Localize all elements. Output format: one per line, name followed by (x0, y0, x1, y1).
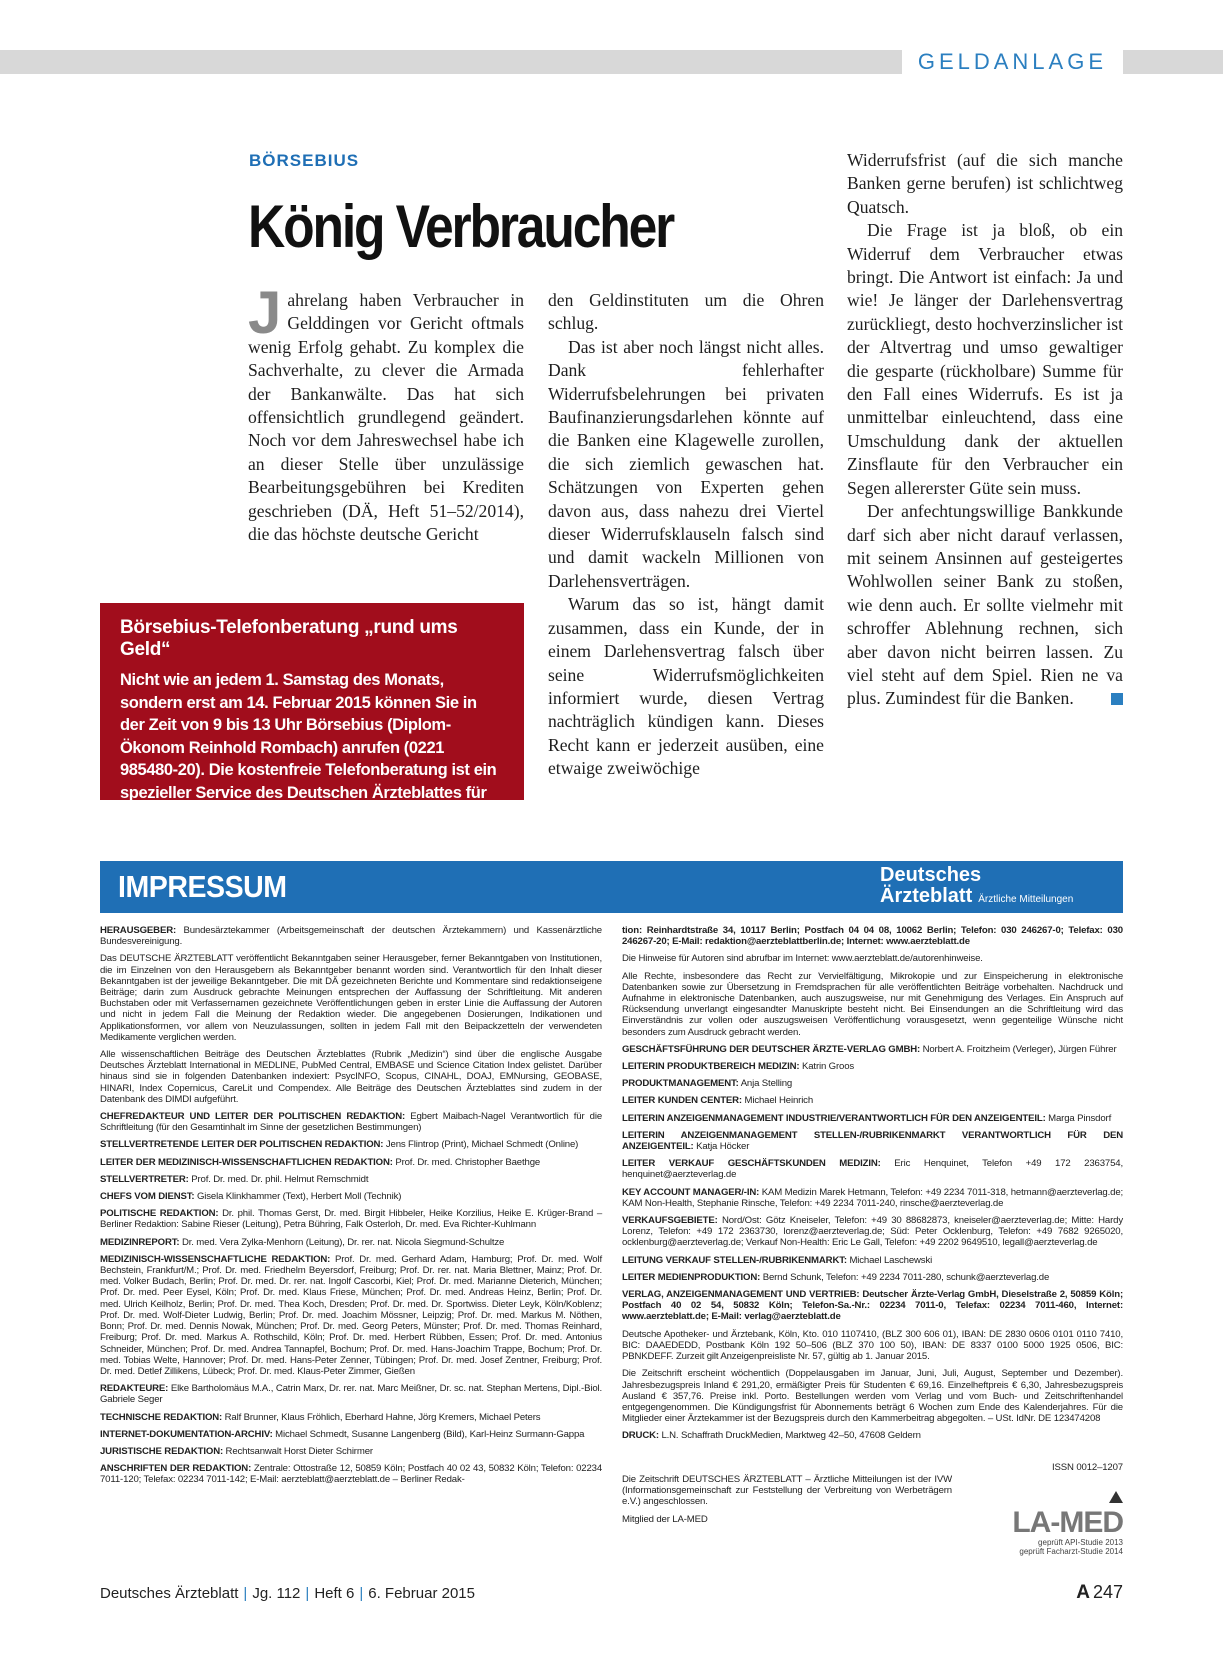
impressum-entry (100, 1383, 602, 1405)
impressum-text: Michael Laschewski (849, 1254, 933, 1266)
impressum-text: Marga Pinsdorf (1048, 1112, 1112, 1124)
impressum-label: HERAUSGEBER: (100, 925, 177, 936)
impressum-entry (100, 1157, 602, 1168)
drop-cap: J (248, 279, 282, 346)
impressum-entry (100, 925, 602, 947)
logo-subtitle: Ärztliche Mitteilungen (978, 894, 1074, 905)
footer-magazine: Deutsches Ärzteblatt (100, 1585, 239, 1602)
impressum-title: IMPRESSUM (118, 869, 287, 904)
impressum-right-column (622, 925, 1123, 1448)
impressum-label: STELLVERTRETER: (100, 1173, 189, 1185)
article-text: Das ist aber noch längst nicht alles. Dank fehlerhafter Widerrufsbelehrungen bei privaten Baufinanzierungsdarlehen könnte auf die Banken eine Klagewelle zurollen, die sich ziemlich gewaschen hat. Schätzungen von Experten gehen davon aus, dass nahezu drei Viertel dieser Widerrufsklauseln falsch sind und damit wackeln Millionen von Darlehensverträgen. (548, 336, 824, 591)
impressum-text: Eric Henquinet, Telefon +49 172 2363754, henquinet@aerzteverlag.de (622, 1158, 1123, 1181)
page-number-value: 247 (1092, 1582, 1123, 1602)
impressum-text: Katja Höcker (696, 1141, 750, 1153)
impressum-text: Das DEUTSCHE ÄRZTEBLATT veröffentlicht Bekanntgaben seiner Herausgeber, ferner Bekanntgaben von Institutionen, die im Einzelnen von den Herausgebern als Bekanntgeber benannt worden sind. Verantwortlich für den Inhalt dieser Bekanntgaben ist der jeweilige Bekanntgeber. Die mit DÄ gezeichneten Berichte und Kommentare sind redaktionseigene Beiträge; darin zum Ausdruck gebrachte Meinungen entsprechen der Auffassung der Schriftleitung. Mit anderen Buchstaben oder mit Verfassernamen gezeichnete Veröffentlichungen geben in erster Linie die Auffassung der Autoren und nicht in jedem Fall die Meinung der Redaktion wieder. Die angegebenen Dosierungen, Indikationen und Applikationsformen, vor allem von Neuzulassungen, sollten in jedem Fall mit den Beipackzetteln der verwendeten Medikamente verglichen werden. (100, 953, 602, 1043)
impressum-text: Bundesärztekammer (Arbeitsgemeinschaft der deutschen Ärztekammern) und Kassenärztliche Bundesvereinigung. (100, 925, 602, 948)
impressum-entry (622, 1215, 1123, 1249)
infobox-title: Börsebius-Telefonberatung „rund ums Geld“ (120, 617, 458, 660)
article-text: Widerrufsfrist (auf die sich manche Banken gerne berufen) ist schlichtweg Quatsch. (847, 150, 1123, 217)
impressum-text: Alle Rechte, insbesondere das Recht zur Vervielfältigung, Mikrokopie und zur Einspeicherung in elektronische Datenbanken sowie zur Übersetzung in Fremdsprachen für alle veröffentlichten Beiträge vorbehalten. Nachdruck und Aufnahme in elektronische Datenbanken, auch auszugsweise, nur mit Genehmigung des Verlages. Ein Anspruch auf Rücksendung unverlangt eingesandter Manuskripte besteht nicht. Bei Einsendungen an die Schriftleitung wird das Einverständnis zur vollen oder auszugsweisen Veröffentlichung vorausgesetzt, wenn gegenteilige Wünsche nicht besonders zum Ausdruck gebracht werden. (622, 970, 1123, 1038)
footer-volume: Jg. 112 (252, 1585, 301, 1602)
impressum-entry (100, 1254, 602, 1377)
impressum-text: Die Hinweise für Autoren sind abrufbar im Internet: www.aerzteblatt.de/autorenhinweise. (622, 953, 983, 965)
impressum-entry (622, 1158, 1123, 1180)
impressum-label: LEITUNG VERKAUF STELLEN-/RUBRIKENMARKT: (622, 1254, 847, 1266)
lamed-member: Mitglied der LA-MED (622, 1513, 708, 1525)
impressum-entry (622, 1255, 1123, 1266)
impressum-text: Prof. Dr. med. Gerhard Adam, Hamburg; Prof. Dr. med. Wolf Bechstein, Frankfurt/M.; Prof. Dr. med. Friedhelm Beyersdorf, Freiburg; Prof. Dr. rer. nat. Maria Blettner, Mainz; Prof. Dr. med. Volker Budach, Berlin; Prof. Dr. med. Dr. rer. nat. Ingolf Cascorbi, Kiel; Prof. Dr. med. Marianne Dieterich, München; Prof. Dr. med. Peer Eysel, Köln; Prof. Dr. med. Klaus Friese, München; Prof. Dr. med. Andreas Heinz, Berlin; Prof. Dr. med. Ulrich Keilholz, Berlin; Prof. Dr. med. Thea Koch, Dresden; Prof. Dr. med. Dr. Sportwiss. Dieter Leyk, Köln/Koblenz; Prof. Dr. med. Wolf-Dieter Ludwig, Berlin; Prof. Dr. med. Joachim Mössner, Leipzig; Prof. Dr. med. Markus M. Nöthen, Bonn; Prof. Dr. med. Dennis Nowak, München; Prof. Dr. med. Georg Peters, Münster; Prof. Dr. med. Thomas Reinhard, Freiburg; Prof. Dr. med. Markus A. Rothschild, Köln; Prof. Dr. med. Herbert Rübben, Essen; Prof. Dr. med. Antonius Schneider, München; Prof. Dr. med. Andrea Tannapfel, Bochum; Prof. Dr. med. Hans-Joachim Trappe, Bochum; Prof. Dr. med. Tobias Welte, Hannover; Prof. Dr. med. Hans-Peter Zenner, Tübingen; Prof. Dr. med. Josef Zentner, Freiburg; Prof. Dr. med. Detlef Zillikens, Lübeck; Prof. Dr. med. Klaus-Peter Zimmer, Gießen (100, 1253, 602, 1377)
impressum-text: Dr. med. Vera Zylka-Menhorn (Leitung), Dr. rer. nat. Nicola Siegmund-Schultze (181, 1236, 505, 1248)
impressum-label: STELLVERTRETENDE LEITER DER POLITISCHEN REDAKTION: (100, 1139, 384, 1151)
logo-line-2: Ärzteblatt (880, 885, 973, 907)
impressum-label: POLITISCHE REDAKTION: (100, 1208, 219, 1220)
impressum-label: KEY ACCOUNT MANAGER/-IN: (622, 1186, 760, 1198)
impressum-entry (622, 971, 1123, 1038)
impressum-label: VERLAG, ANZEIGENMANAGEMENT UND VERTRIEB: Deutscher Ärzte-Verlag GmbH, Dieselstraße 2, 50859 Köln; Postfach 40 02 54, 50832 Köln; Telefon-Sa.-Nr.: 02234 7011-0, Telefax: 02234 7011-460, Internet: www.aerzteblatt.de; E-Mail: verlag@aerzteblatt.de (622, 1289, 1123, 1323)
impressum-entry (622, 1187, 1123, 1209)
telefonberatung-infobox (100, 603, 524, 825)
impressum-text: Norbert A. Froitzheim (Verleger), Jürgen Führer (922, 1043, 1117, 1055)
impressum-text: Katrin Groos (802, 1061, 855, 1073)
impressum-entry (622, 1095, 1123, 1106)
impressum-entry (100, 1429, 602, 1440)
impressum-entry (100, 1237, 602, 1248)
impressum-entry (622, 1078, 1123, 1089)
logo-line-1: Deutsches (880, 864, 982, 886)
impressum-entry (622, 1130, 1123, 1152)
impressum-entry (100, 1208, 602, 1230)
impressum-label: MEDIZINREPORT: (100, 1236, 180, 1248)
impressum-label: CHEFREDAKTEUR UND LEITER DER POLITISCHEN REDAKTION: (100, 1111, 406, 1123)
section-label: GELDANLAGE (902, 48, 1123, 76)
lamed-note-2: geprüft Facharzt-Studie 2014 (1019, 1547, 1123, 1556)
lamed-note-1: geprüft API-Studie 2013 (1038, 1538, 1123, 1547)
impressum-entry (100, 953, 602, 1043)
article-column-2 (548, 289, 824, 781)
impressum-label: LEITERIN PRODUKTBEREICH MEDIZIN: (622, 1061, 800, 1073)
impressum-text: KAM Medizin Marek Hetmann, Telefon: +49 2234 7011-318, hetmann@aerzteverlag.de; KAM Non-Health, Stephanie Rinsche, Telefon: +49 2234 7011-240, rinsche@aerzteverlag.de (622, 1186, 1124, 1209)
impressum-label: JURISTISCHE REDAKTION: (100, 1445, 224, 1457)
footer-date: 6. Februar 2015 (368, 1585, 475, 1602)
aerzteblatt-logo (880, 865, 1073, 911)
impressum-text: Zentrale: Ottostraße 12, 50859 Köln; Postfach 40 02 43, 50832 Köln; Telefon: 02234 7011-120; Telefax: 02234 7011-142; E-Mail: aerzteblatt@aerzteblatt.de – Berliner Redak- (100, 1463, 603, 1486)
impressum-entry (100, 1139, 602, 1150)
impressum-label: INTERNET-DOKUMENTATION-ARCHIV: (100, 1428, 273, 1440)
impressum-text: Ralf Brunner, Klaus Fröhlich, Eberhard Hahne, Jörg Kremers, Michael Peters (224, 1411, 541, 1423)
impressum-text: Gisela Klinkhammer (Text), Herbert Moll (Technik) (196, 1191, 402, 1203)
impressum-text: Michael Heinrich (744, 1095, 814, 1107)
impressum-label: LEITER VERKAUF GESCHÄFTSKUNDEN MEDIZIN: (622, 1158, 881, 1170)
impressum-text: Bernd Schunk, Telefon: +49 2234 7011-280, schunk@aerzteverlag.de (762, 1271, 1050, 1283)
impressum-label: LEITER KUNDEN CENTER: (622, 1095, 742, 1107)
article-text: den Geldinstituten um die Ohren schlug. (548, 290, 824, 334)
end-mark-icon (1111, 693, 1123, 705)
impressum-entry (622, 1368, 1123, 1424)
impressum-label: LEITER MEDIENPRODUKTION: (622, 1271, 761, 1283)
impressum-entry (622, 953, 1123, 964)
impressum-left-column (100, 925, 602, 1492)
impressum-label: REDAKTEURE: (100, 1383, 169, 1395)
impressum-entry (622, 925, 1123, 947)
impressum-entry (622, 1289, 1123, 1323)
impressum-entry (622, 1113, 1123, 1124)
warning-triangle-icon (1109, 1491, 1123, 1503)
impressum-entry (622, 1272, 1123, 1283)
impressum-text: Rechtsanwalt Horst Dieter Schirmer (225, 1445, 373, 1457)
impressum-text: Die Zeitschrift erscheint wöchentlich (Doppelausgaben im Januar, Juni, Juli, August, September und Dezember). Jahresbezugspreis Inland € 291,20, ermäßigter Preis für Studenten € 69,16. Einzelheftpreis € 6,30, Jahresbezugspreis Ausland € 357,76. Preise inkl. Porto. Bestellungen werden vom Verlag und vom Buch- und Zeitschriftenhandel entgegengenommen. Die Kündigungsfrist für Abonnements beträgt 6 Wochen zum Ende des Kalenderjahres. Für die Mitglieder einer Ärztekammer ist der Bezugspreis durch den Kammerbeitrag abgegolten. – USt. IdNr. DE 123474208 (622, 1368, 1123, 1425)
article-title: König Verbraucher (248, 193, 674, 260)
impressum-text: Anja Stelling (740, 1078, 793, 1090)
impressum-label: LEITERIN ANZEIGENMANAGEMENT STELLEN-/RUBRIKENMARKT VERANTWORTLICH FÜR DEN ANZEIGENTEIL: (622, 1129, 1123, 1153)
impressum-label: ANSCHRIFTEN DER REDAKTION: (100, 1463, 252, 1475)
impressum-label: tion: Reinhardtstraße 34, 10117 Berlin; Postfach 04 04 08, 10062 Berlin; Telefon: 030 246267-0; Telefax: 030 246267-20; E-Mail: redaktion@aerzteblattberlin.de; Internet: www.aerzteblatt.de (622, 925, 1123, 948)
article-text: Warum das so ist, hängt damit zusammen, dass ein Kunde, der in einem Darlehensvertrag falsch über seine Widerrufsmöglichkeiten informiert wurde, diesen Vertrag nachträglich kündigen kann. Dieses Recht kann er jederzeit ausüben, eine etwaige zweiwöchige (548, 594, 824, 779)
issn: ISSN 0012–1207 (1052, 1462, 1123, 1473)
impressum-text: Elke Bartholomäus M.A., Catrin Marx, Dr. rer. nat. Marc Meißner, Dr. sc. nat. Stephan Mertens, Dipl.-Biol. Gabriele Seger (100, 1383, 603, 1406)
impressum-text: Nord/Ost: Götz Kneiseler, Telefon: +49 30 88682873, kneiseler@aerzteverlag.de; Mitte: Hardy Lorenz, Telefon: +49 172 2363730, lorenz@aerzteverlag.de; Süd: Peter Ocklenburg, Telefon: +49 7682 9265020, ocklenburg@aerzteverlag.de; Verkauf Non-Health: Eric Le Gall, Telefon: +49 2202 9649510, legall@aerzteverlag.de (622, 1215, 1123, 1249)
impressum-text: Dr. phil. Thomas Gerst, Dr. med. Birgit Hibbeler, Heike Korzilius, Heike E. Krüger-Brand – Berliner Redaktion: Sabine Rieser (Leitung), Petra Bühring, Falk Osterloh, Dr. med. Eva Richter-Kuhlmann (100, 1208, 603, 1231)
impressum-entry (100, 1111, 602, 1133)
impressum-entry (622, 1061, 1123, 1072)
ivw-block (622, 1474, 952, 1531)
impressum-text: Prof. Dr. med. Christopher Baethge (395, 1156, 541, 1168)
impressum-entry (100, 1463, 602, 1485)
impressum-entry (100, 1049, 602, 1105)
article-text: Die Frage ist ja bloß, ob ein Widerruf dem Verbraucher etwas bringt. Die Antwort ist einfach: Ja und wie! Je länger der Darlehensvertrag zurückliegt, desto hochverzinslicher ist der Altvertrag und umso gewaltiger die gesparte (rückholbare) Summe für den Fall eines Widerrufs. Es ist ja unmittelbar einleuchtend, dass eine Umschuldung dank der aktuellen Zinsflaute für den Verbraucher ein Segen allererster Güte sein muss. (847, 220, 1123, 498)
impressum-entry (622, 1329, 1123, 1363)
impressum-entry (100, 1412, 602, 1423)
page-number (1076, 1582, 1123, 1604)
impressum-entry (100, 1174, 602, 1185)
impressum-label: LEITERIN ANZEIGENMANAGEMENT INDUSTRIE/VERANTWORTLICH FÜR DEN ANZEIGENTEIL: (622, 1112, 1046, 1124)
impressum-text: Alle wissenschaftlichen Beiträge des Deutschen Ärzteblattes (Rubrik „Medizin“) sind über die englische Ausgabe Deutsches Ärzteblatt International in MEDLINE, PubMed Central, EMBASE und Science Citation Index gelistet. Darüber hinaus sind sie in folgenden Datenbanken indexiert: PsycINFO, Scopus, CINAHL, DOAJ, EMNursing, GEOBASE, HINARI, Index Copernicus, CareLit und Compendex. Alle Beiträge des Deutschen Ärzteblattes sind zudem in der Datenbank des DIMDI aufgeführt. (100, 1049, 602, 1105)
impressum-text: Michael Schmedt, Susanne Langenberg (Bild), Karl-Heinz Surmann-Gappa (275, 1428, 585, 1440)
article-kicker: BÖRSEBIUS (249, 151, 360, 170)
article-text: Der anfechtungswillige Bankkunde darf sich aber nicht darauf verlassen, mit seinem Ansinnen auf gesteigertes Wohlwollen seiner Bank zu stoßen, wie denn auch. Er sollte vielmehr mit schroffer Ablehnung rechnen, sich aber davon nicht beirren lassen. Zu viel steht auf dem Spiel. Rien ne va plus. Zumindest für die Banken. (847, 501, 1123, 709)
article-text: ahrelang haben Verbraucher in Gelddingen vor Gericht oftmals wenig Erfolg gehabt. Zu komplex die Sachverhalte, zu clever die Armada der Bankanwälte. Das hat sich offensichtlich grundlegend geändert. Noch vor dem Jahreswechsel habe ich an dieser Stelle über unzulässige Bearbeitungsgebühren bei Krediten geschrieben (DÄ, Heft 51–52/2014), die das höchste deutsche Gericht (248, 290, 524, 545)
impressum-entry (622, 1430, 1123, 1441)
impressum-text: L.N. Schaffrath DruckMedien, Marktweg 42–50, 47608 Geldern (661, 1430, 921, 1442)
impressum-label: TECHNISCHE REDAKTION: (100, 1411, 223, 1423)
ivw-text: Die Zeitschrift DEUTSCHES ÄRZTEBLATT – Ärztliche Mitteilungen ist der IVW (Informationsgemeinschaft zur Feststellung der Verbreitung von Werbeträgern e.V.) angeschlossen. (622, 1474, 952, 1508)
impressum-label: PRODUKTMANAGEMENT: (622, 1078, 739, 1090)
lamed-logo (1007, 1490, 1123, 1556)
page-prefix: A (1076, 1582, 1090, 1603)
impressum-label: DRUCK: (622, 1430, 659, 1442)
page-footer: Deutsches Ärzteblatt | Jg. 112 | Heft 6 | 6. Februar 2015 (100, 1585, 475, 1602)
impressum-entry (622, 1044, 1123, 1055)
impressum-text: Prof. Dr. med. Dr. phil. Helmut Remschmidt (191, 1173, 369, 1185)
impressum-label: LEITER DER MEDIZINISCH-WISSENSCHAFTLICHEN REDAKTION: (100, 1156, 393, 1168)
impressum-entry (100, 1446, 602, 1457)
article-column-1 (248, 279, 524, 546)
article-column-3 (847, 149, 1123, 711)
impressum-label: CHEFS VOM DIENST: (100, 1191, 195, 1203)
lamed-mark: LA-MED (1012, 1506, 1123, 1539)
impressum-text: Egbert Maibach-Nagel Verantwortlich für die Schriftleitung (für den Gesamtinhalt im Sinne der gesetzlichen Bestimmungen) (100, 1111, 602, 1134)
impressum-text: Jens Flintrop (Print), Michael Schmedt (Online) (385, 1139, 579, 1151)
impressum-entry (100, 1191, 602, 1202)
impressum-text: Deutsche Apotheker- und Ärztebank, Köln, Kto. 010 1107410, (BLZ 300 606 01), IBAN: DE 2830 0606 0101 0110 7410, BIC: DAAEDEDD, Postbank Köln 192 50–506 (BLZ 370 100 50), IBAN: DE 8337 0100 5000 1925 0506, BIC: PBNKDEFF. Zurzeit gilt Anzeigenpreisliste Nr. 57, gültig ab 1. Januar 2015. (622, 1328, 1123, 1363)
footer-issue: Heft 6 (314, 1585, 355, 1602)
impressum-label: VERKAUFSGEBIETE: (622, 1215, 718, 1227)
impressum-label: MEDIZINISCH-WISSENSCHAFTLICHE REDAKTION: (100, 1253, 331, 1265)
infobox-body: Nicht wie an jedem 1. Samstag des Monats, sondern erst am 14. Februar 2015 können Sie in der Zeit von 9 bis 13 Uhr Börsebius (Diplom-Ökonom Reinhold Rombach) anrufen (0221 985480-20). Die kostenfreie Telefonberatung ist ein spezieller Service des Deutschen Ärzteblattes für seine Leser. (120, 671, 497, 825)
impressum-label: GESCHÄFTSFÜHRUNG DER DEUTSCHER ÄRZTE-VERLAG GMBH: (622, 1043, 921, 1055)
